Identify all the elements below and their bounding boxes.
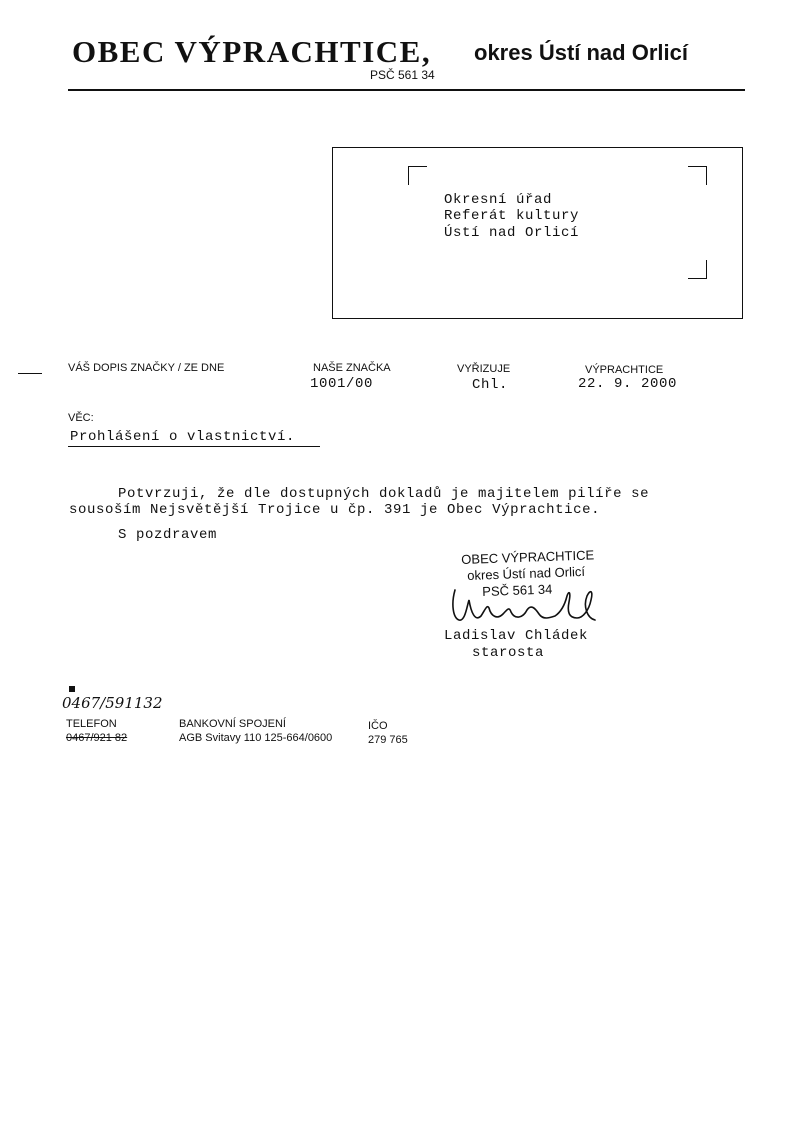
place-label: VÝPRACHTICE	[585, 364, 664, 376]
stamp-line-1: OBEC VÝPRACHTICE	[461, 547, 595, 567]
address-line-2: Referát kultury	[444, 208, 580, 224]
ico-value: 279 765	[368, 734, 408, 746]
date-value: 22. 9. 2000	[578, 376, 678, 392]
stamp-line-2: okres Ústí nad Orlicí	[467, 563, 586, 583]
body-line-2: sousoším Nejsvětější Trojice u čp. 391 je Obec Výprachtice.	[69, 502, 601, 518]
handwritten-phone: 0467/591132	[62, 694, 163, 712]
bank-value: AGB Svitavy 110 125-664/0600	[179, 732, 333, 744]
our-reference-label: NAŠE ZNAČKA	[313, 362, 391, 374]
signature-icon	[445, 582, 605, 632]
our-reference-value: 1001/00	[310, 376, 374, 392]
stamp-line-3: PSČ 561 34	[482, 581, 553, 599]
signatory-name: Ladislav Chládek	[444, 628, 589, 644]
telefon-label: TELEFON	[66, 718, 117, 730]
closing: S pozdravem	[118, 527, 218, 543]
letterhead-psc: PSČ 561 34	[370, 68, 435, 82]
your-letter-label: VÁŠ DOPIS ZNAČKY / ZE DNE	[68, 362, 225, 374]
ico-label: IČO	[368, 720, 388, 732]
address-corner-top-right	[688, 166, 707, 185]
body-line-1: Potvrzuji, že dle dostupných dokladů je majitelem pilíře se	[118, 486, 650, 502]
letterhead-rule	[68, 89, 745, 91]
telefon-value: 0467/921 82	[66, 732, 128, 744]
address-corner-top-left	[408, 166, 427, 185]
bank-label: BANKOVNÍ SPOJENÍ	[179, 718, 286, 730]
handwritten-mark	[69, 686, 75, 692]
letterhead-title: OBEC VÝPRACHTICE,	[72, 34, 432, 69]
signatory-title: starosta	[472, 645, 545, 661]
subject-underline	[68, 446, 320, 447]
address-line-1: Okresní úřad	[444, 192, 553, 208]
fold-mark	[18, 373, 42, 374]
address-line-3: Ústí nad Orlicí	[444, 225, 580, 241]
subject-text: Prohlášení o vlastnictví.	[70, 429, 296, 445]
handled-by-value: Chl.	[472, 377, 509, 393]
address-corner-bottom-right	[688, 260, 707, 279]
handled-by-label: VYŘIZUJE	[457, 363, 511, 375]
subject-label: VĚC:	[68, 412, 94, 424]
letterhead-subtitle: okres Ústí nad Orlicí	[474, 40, 688, 65]
